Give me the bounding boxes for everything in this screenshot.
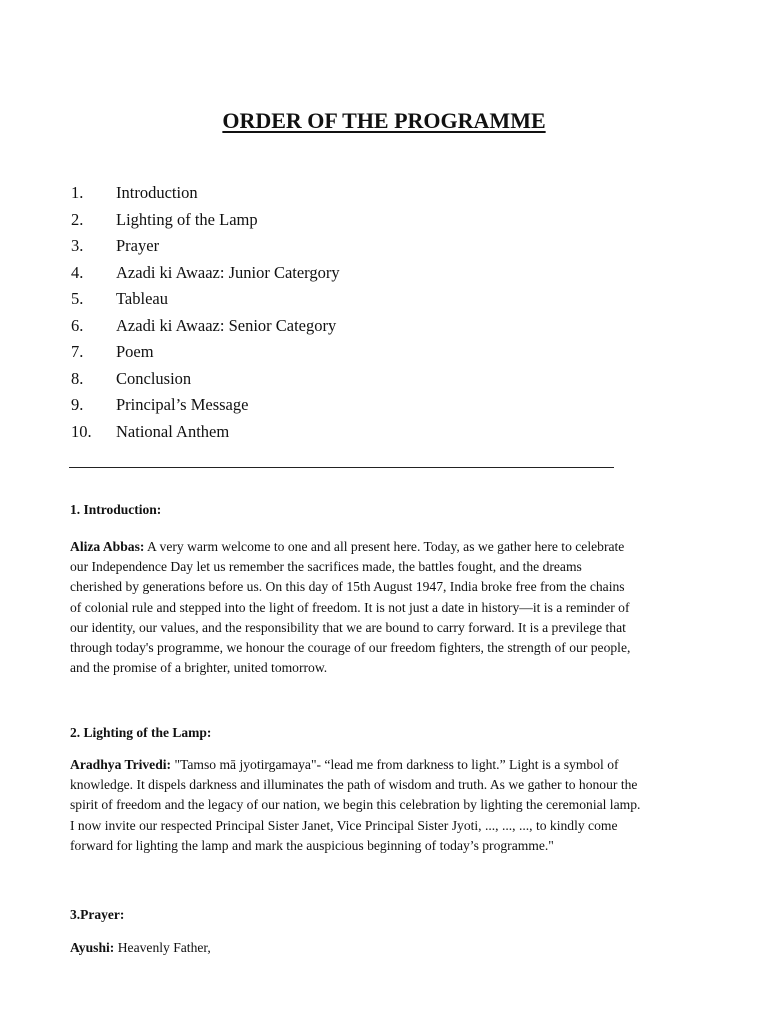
section-heading-prayer: 3.Prayer:	[70, 907, 125, 922]
section-heading-lighting-of-the-lamp: 2. Lighting of the Lamp:	[70, 725, 212, 740]
programme-item	[71, 207, 340, 234]
paragraph-line: spirit of freedom and the legacy of our nation, we begin this celebration by lighting the ceremonial lamp.	[70, 797, 641, 813]
paragraph-line: knowledge. It dispels darkness and illuminates the path of wisdom and truth. As we gather to honour the	[70, 777, 638, 793]
paragraph-text: A very warm welcome to one and all present here. Today, as we gather here to celebrate	[144, 539, 625, 554]
paragraph-line	[70, 537, 698, 557]
section-divider	[69, 467, 614, 468]
programme-item	[71, 180, 340, 207]
programme-item-number: 5.	[71, 289, 84, 308]
programme-item-number: 7.	[71, 342, 84, 361]
programme-item-label: Azadi ki Awaaz: Junior Catergory	[116, 262, 340, 282]
programme-item-label: Lighting of the Lamp	[116, 209, 258, 229]
programme-item	[71, 286, 340, 313]
paragraph-line: through today's programme, we honour the courage of our freedom fighters, the strength of our people,	[70, 640, 631, 656]
paragraph-line: our Independence Day let us remember the sacrifices made, the battles fought, and the dreams	[70, 559, 582, 575]
paragraph-text: Heavenly Father,	[114, 940, 211, 955]
programme-item	[71, 233, 340, 260]
paragraph-line: our identity, our values, and the responsibility that we are bound to carry forward. It is a previlege that	[70, 619, 626, 635]
speaker-name: Aliza Abbas:	[70, 539, 145, 554]
programme-item	[71, 419, 340, 446]
section-paragraph-prayer	[70, 938, 698, 958]
programme-item-number: 2.	[71, 209, 84, 229]
document-title: ORDER OF THE PROGRAMME	[222, 108, 546, 133]
programme-item-number: 8.	[71, 368, 84, 388]
programme-item	[71, 366, 340, 393]
programme-item-number: 6.	[71, 315, 84, 335]
speaker-name: Aradhya Trivedi:	[70, 757, 172, 772]
paragraph-line: of colonial rule and stepped into the light of freedom. It is not just a date in history—it is a reminder of	[70, 599, 630, 615]
programme-item-label: Poem	[116, 342, 154, 361]
programme-item	[71, 392, 340, 419]
programme-item-label: Conclusion	[116, 368, 192, 388]
programme-item-number: 1.	[71, 183, 84, 202]
section-paragraph-lighting-of-the-lamp	[70, 755, 698, 856]
paragraph-line: and the promise of a brighter, united tomorrow.	[70, 660, 328, 676]
programme-item-label: Introduction	[116, 183, 198, 202]
paragraph-line: I now invite our respected Principal Sister Janet, Vice Principal Sister Jyoti, ..., ..., ..., to kindly come	[70, 817, 618, 833]
speaker-name: Ayushi:	[70, 940, 115, 955]
paragraph-text: "Tamso mā jyotirgamaya"- “lead me from darkness to light.” Light is a symbol of	[171, 757, 619, 772]
programme-item-number: 9.	[71, 395, 84, 414]
programme-item-label: Azadi ki Awaaz: Senior Category	[116, 315, 337, 335]
programme-item-label: Tableau	[116, 289, 168, 308]
programme-item-label: Principal’s Message	[116, 395, 249, 414]
programme-item	[71, 313, 340, 340]
paragraph-line	[70, 755, 698, 775]
programme-item-label: Prayer	[116, 236, 160, 255]
paragraph-line	[70, 938, 698, 958]
programme-item-label: National Anthem	[116, 421, 230, 441]
programme-item-number: 10.	[71, 421, 92, 441]
programme-item	[71, 260, 340, 287]
paragraph-line: cherished by generations before us. On this day of 15th August 1947, India broke free from the chains	[70, 579, 625, 595]
programme-list	[71, 180, 340, 445]
programme-item-number: 4.	[71, 262, 84, 282]
section-heading-introduction: 1. Introduction:	[70, 502, 162, 517]
paragraph-line: forward for lighting the lamp and mark the auspicious beginning of today’s programme."	[70, 837, 554, 853]
programme-item	[71, 339, 340, 366]
programme-item-number: 3.	[71, 236, 84, 255]
section-paragraph-introduction	[70, 537, 698, 678]
